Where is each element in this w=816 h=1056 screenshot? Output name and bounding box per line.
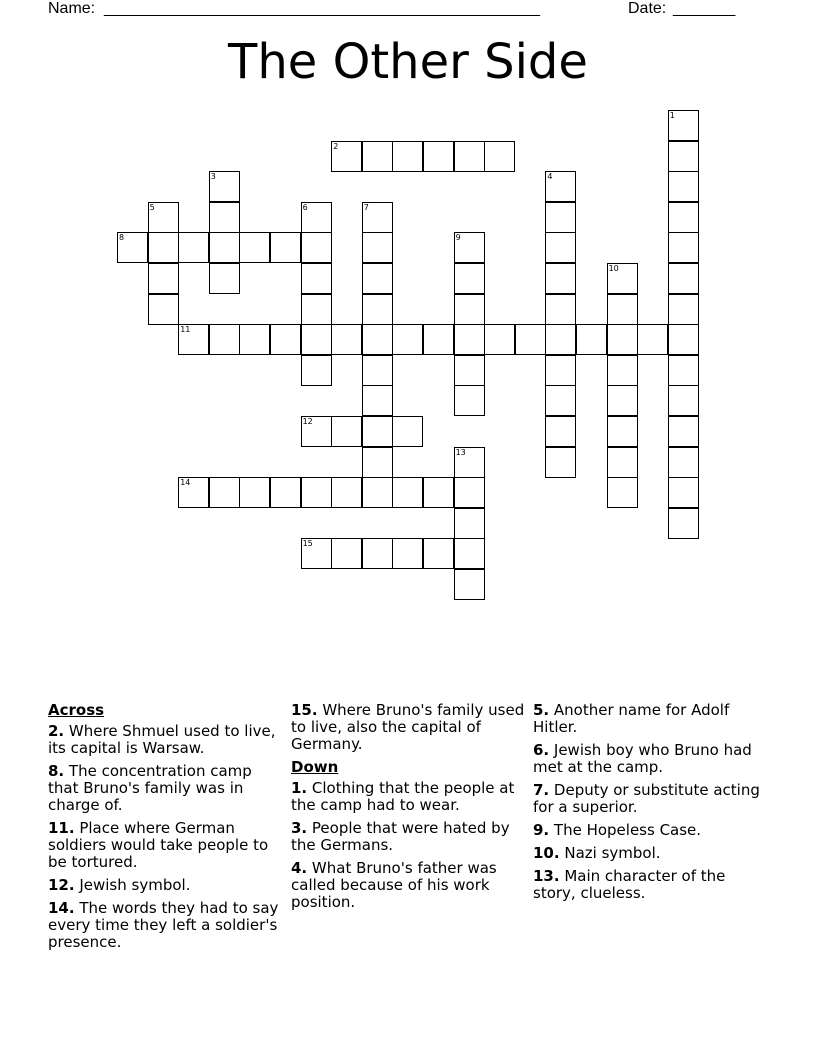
crossword-cell[interactable] [607, 385, 638, 416]
crossword-cell[interactable] [423, 324, 454, 355]
clue-number: 14. [48, 899, 75, 917]
crossword-cell[interactable] [362, 538, 393, 569]
crossword-cell[interactable] [545, 416, 576, 447]
crossword-cell[interactable] [301, 294, 332, 325]
clue-text: Nazi symbol. [559, 844, 661, 862]
clue-number: 8. [48, 762, 65, 780]
crossword-cell[interactable] [545, 355, 576, 386]
clue-item [291, 702, 527, 753]
crossword-cell[interactable] [668, 171, 699, 202]
crossword-cell[interactable] [331, 538, 362, 569]
crossword-cell[interactable] [454, 385, 485, 416]
crossword-cell[interactable] [148, 294, 179, 325]
clue-column-2 [291, 702, 527, 917]
across-heading: Across [48, 701, 105, 719]
clue-text: Jewish symbol. [74, 876, 191, 894]
clue-item [533, 742, 769, 776]
crossword-cell[interactable] [270, 232, 301, 263]
clue-number: 10 [608, 264, 619, 273]
date-label: Date: [628, 0, 667, 17]
crossword-cell[interactable] [454, 569, 485, 600]
crossword-cell[interactable] [209, 202, 240, 233]
clue-number: 14 [180, 478, 191, 488]
crossword-cell[interactable] [392, 324, 423, 355]
clue-number: 3 [210, 172, 216, 182]
crossword-cell[interactable] [301, 538, 332, 569]
clue-text: Where Bruno's family used to live, also the capital of Germany. [291, 701, 525, 753]
crossword-cell[interactable] [362, 355, 393, 386]
crossword-cell[interactable] [362, 385, 393, 416]
clue-number: 11 [180, 325, 191, 335]
clue-number: 2. [48, 722, 65, 740]
crossword-cell[interactable] [209, 477, 240, 508]
date-field[interactable]: _______ [673, 0, 736, 17]
clue-item [48, 877, 284, 894]
crossword-cell[interactable] [362, 141, 393, 172]
clue-number: 13 [455, 447, 466, 457]
crossword-cell[interactable] [178, 477, 209, 508]
clue-number: 4. [291, 859, 308, 877]
clue-number: 7. [533, 781, 550, 799]
clue-number: 12. [48, 876, 75, 894]
clue-number: 1 [669, 111, 675, 120]
clue-text: Another name for Adolf Hitler. [533, 701, 730, 736]
name-label: Name: [48, 0, 96, 17]
crossword-cell[interactable] [331, 324, 362, 355]
crossword-cell[interactable] [148, 232, 179, 263]
clue-item [291, 780, 527, 814]
clue-item [533, 782, 769, 816]
clue-number: 4 [547, 172, 553, 182]
clue-text: The concentration camp that Bruno's family was in charge of. [48, 762, 252, 814]
clue-number: 8 [119, 233, 125, 243]
clue-number: 5 [149, 202, 155, 212]
crossword-cell[interactable] [331, 477, 362, 508]
crossword-cell[interactable] [209, 324, 240, 355]
clue-text: Deputy or substitute acting for a superior. [533, 781, 760, 816]
clue-number: 10. [533, 844, 560, 862]
crossword-cell[interactable] [454, 141, 485, 172]
crossword-cell[interactable] [545, 263, 576, 294]
crossword-cell[interactable] [545, 324, 576, 355]
crossword-cell[interactable] [607, 447, 638, 478]
crossword-cell[interactable] [607, 324, 638, 355]
clue-text: Main character of the story, clueless. [533, 867, 726, 902]
crossword-cell[interactable] [362, 447, 393, 478]
clue-text: What Bruno's father was called because of his work position. [291, 859, 497, 911]
crossword-cell[interactable] [362, 232, 393, 263]
clue-text: Jewish boy who Bruno had met at the camp. [533, 741, 752, 776]
clue-text: The words they had to say every time they left a soldier's presence. [48, 899, 279, 951]
crossword-cell[interactable] [607, 263, 638, 294]
crossword-cell[interactable] [668, 477, 699, 508]
crossword-cell[interactable] [607, 416, 638, 447]
crossword-cell[interactable] [668, 324, 699, 355]
clue-item [48, 900, 284, 951]
crossword-cell[interactable] [209, 263, 240, 294]
crossword-cell[interactable] [209, 171, 240, 202]
crossword-cell[interactable] [362, 294, 393, 325]
crossword-cell[interactable] [454, 294, 485, 325]
clue-number: 15. [291, 701, 318, 719]
crossword-cell[interactable] [668, 294, 699, 325]
crossword-cell[interactable] [301, 202, 332, 233]
clue-item [48, 763, 284, 814]
down-heading: Down [291, 758, 339, 776]
crossword-cell[interactable] [515, 324, 546, 355]
clue-item [533, 822, 769, 839]
crossword-cell[interactable] [301, 355, 332, 386]
crossword-cell[interactable] [301, 232, 332, 263]
clue-text: Place where German soldiers would take people to be tortured. [48, 819, 269, 871]
crossword-cell[interactable] [301, 477, 332, 508]
clue-item [533, 702, 769, 736]
crossword-cell[interactable] [576, 324, 607, 355]
crossword-cell[interactable] [270, 477, 301, 508]
crossword-cell[interactable] [331, 416, 362, 447]
crossword-cell[interactable] [148, 202, 179, 233]
clue-item [48, 723, 284, 757]
crossword-cell[interactable] [484, 324, 515, 355]
crossword-cell[interactable] [423, 477, 454, 508]
clue-item [533, 845, 769, 862]
crossword-cell[interactable] [454, 538, 485, 569]
clue-text: Clothing that the people at the camp had to wear. [291, 779, 515, 814]
crossword-cell[interactable] [423, 538, 454, 569]
crossword-cell[interactable] [454, 477, 485, 508]
clue-column-1 [48, 702, 284, 957]
crossword-cell[interactable] [362, 263, 393, 294]
crossword-cell[interactable] [607, 355, 638, 386]
crossword-cell[interactable] [545, 294, 576, 325]
crossword-cell[interactable] [545, 232, 576, 263]
crossword-cell[interactable] [178, 324, 209, 355]
crossword-cell[interactable] [668, 355, 699, 386]
clue-item [533, 868, 769, 902]
crossword-cell[interactable] [668, 508, 699, 539]
clue-number: 9 [455, 233, 461, 243]
clue-number: 6 [302, 202, 308, 212]
crossword-cell[interactable] [270, 324, 301, 355]
clue-text: Where Shmuel used to live, its capital is Warsaw. [48, 722, 276, 757]
clue-number: 5. [533, 701, 550, 719]
crossword-cell[interactable] [301, 324, 332, 355]
crossword-cell[interactable] [392, 477, 423, 508]
crossword-cell[interactable] [668, 385, 699, 416]
crossword-cell[interactable] [668, 202, 699, 233]
crossword-cell[interactable] [239, 232, 270, 263]
crossword-cell[interactable] [178, 232, 209, 263]
crossword-cell[interactable] [239, 324, 270, 355]
clue-number: 1. [291, 779, 308, 797]
crossword-cell[interactable] [209, 232, 240, 263]
clue-number: 9. [533, 821, 550, 839]
crossword-cell[interactable] [454, 263, 485, 294]
crossword-cell[interactable] [392, 538, 423, 569]
crossword-cell[interactable] [545, 202, 576, 233]
crossword-cell[interactable] [668, 263, 699, 294]
crossword-cell[interactable] [668, 232, 699, 263]
clue-number: 2 [333, 141, 339, 151]
crossword-cell[interactable] [392, 141, 423, 172]
crossword-cell[interactable] [668, 416, 699, 447]
clue-number: 11. [48, 819, 75, 837]
crossword-cell[interactable] [362, 477, 393, 508]
clue-number: 3. [291, 819, 308, 837]
clue-number: 7 [363, 202, 369, 212]
crossword-cell[interactable] [117, 232, 148, 263]
clue-number: 13. [533, 867, 560, 885]
crossword-cell[interactable] [545, 171, 576, 202]
crossword-cell[interactable] [668, 447, 699, 478]
clue-text: People that were hated by the Germans. [291, 819, 510, 854]
crossword-cell[interactable] [301, 263, 332, 294]
crossword-cell[interactable] [392, 416, 423, 447]
crossword-cell[interactable] [668, 141, 699, 172]
crossword-cell[interactable] [148, 263, 179, 294]
crossword-cell[interactable] [484, 141, 515, 172]
clue-column-3 [533, 702, 769, 908]
page-title: The Other Side [228, 34, 588, 90]
clue-number: 12 [302, 417, 313, 426]
crossword-cell[interactable] [362, 416, 393, 447]
crossword-cell[interactable] [362, 202, 393, 233]
clue-number: 15 [302, 539, 313, 549]
clue-number: 6. [533, 741, 550, 759]
crossword-cell[interactable] [454, 508, 485, 539]
crossword-cell[interactable] [545, 447, 576, 478]
crossword-cell[interactable] [607, 477, 638, 508]
crossword-cell[interactable] [239, 477, 270, 508]
crossword-cell[interactable] [454, 324, 485, 355]
crossword-cell[interactable] [454, 355, 485, 386]
name-field[interactable]: _________________________________________________ [104, 0, 541, 17]
crossword-cell[interactable] [454, 232, 485, 263]
crossword-cell[interactable] [331, 141, 362, 172]
crossword-cell[interactable] [454, 447, 485, 478]
clue-text: The Hopeless Case. [549, 821, 702, 839]
crossword-cell[interactable] [637, 324, 668, 355]
clue-item [48, 820, 284, 871]
clue-item [291, 860, 527, 911]
crossword-cell[interactable] [362, 324, 393, 355]
crossword-cell[interactable] [668, 110, 699, 141]
crossword-cell[interactable] [301, 416, 332, 447]
clue-item [291, 820, 527, 854]
crossword-cell[interactable] [423, 141, 454, 172]
crossword-cell[interactable] [607, 294, 638, 325]
crossword-cell[interactable] [545, 385, 576, 416]
